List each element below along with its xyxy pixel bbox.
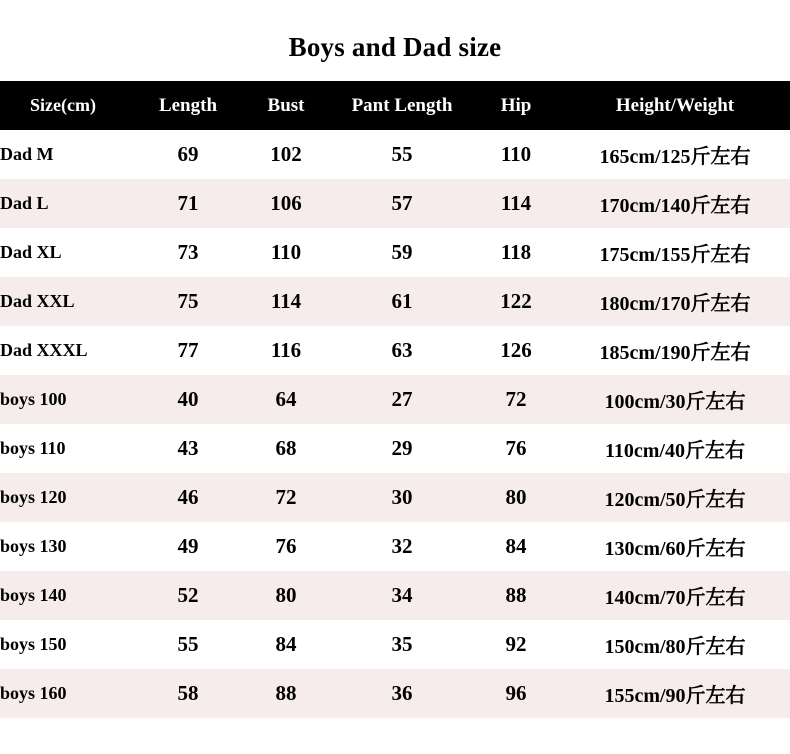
cell-pant-length: 34	[332, 571, 472, 620]
cell-size: boys 140	[0, 571, 136, 620]
cell-hip: 126	[472, 326, 560, 375]
table-row	[0, 571, 790, 620]
cell-pant-length: 55	[332, 130, 472, 179]
cell-height-weight: 180cm/170斤左右	[560, 277, 790, 326]
table-row	[0, 130, 790, 179]
cell-bust: 76	[240, 522, 332, 571]
cell-pant-length: 36	[332, 669, 472, 718]
cell-pant-length: 27	[332, 375, 472, 424]
page-title: Boys and Dad size	[288, 32, 502, 62]
cell-pant-length: 35	[332, 620, 472, 669]
cell-length: 58	[136, 669, 240, 718]
cell-height-weight: 110cm/40斤左右	[560, 424, 790, 473]
cell-hip: 76	[472, 424, 560, 473]
table-row	[0, 277, 790, 326]
cell-length: 75	[136, 277, 240, 326]
cell-hip: 110	[472, 130, 560, 179]
cell-size: boys 150	[0, 620, 136, 669]
cell-bust: 68	[240, 424, 332, 473]
cell-size: boys 120	[0, 473, 136, 522]
cell-size: Dad L	[0, 179, 136, 228]
cell-height-weight: 130cm/60斤左右	[560, 522, 790, 571]
cell-length: 73	[136, 228, 240, 277]
cell-height-weight: 185cm/190斤左右	[560, 326, 790, 375]
cell-hip: 114	[472, 179, 560, 228]
cell-height-weight: 100cm/30斤左右	[560, 375, 790, 424]
cell-bust: 102	[240, 130, 332, 179]
cell-size: boys 110	[0, 424, 136, 473]
cell-hip: 118	[472, 228, 560, 277]
cell-length: 43	[136, 424, 240, 473]
cell-size: boys 160	[0, 669, 136, 718]
cell-size: boys 100	[0, 375, 136, 424]
cell-size: Dad XXXL	[0, 326, 136, 375]
table-row	[0, 424, 790, 473]
cell-length: 71	[136, 179, 240, 228]
cell-bust: 88	[240, 669, 332, 718]
cell-length: 40	[136, 375, 240, 424]
column-header-size: Size(cm)	[0, 81, 136, 130]
cell-size: boys 130	[0, 522, 136, 571]
cell-hip: 96	[472, 669, 560, 718]
cell-pant-length: 29	[332, 424, 472, 473]
cell-length: 52	[136, 571, 240, 620]
cell-bust: 72	[240, 473, 332, 522]
cell-length: 55	[136, 620, 240, 669]
table-row	[0, 669, 790, 718]
column-header-length: Length	[136, 81, 240, 130]
cell-length: 46	[136, 473, 240, 522]
cell-bust: 106	[240, 179, 332, 228]
cell-height-weight: 170cm/140斤左右	[560, 179, 790, 228]
cell-length: 77	[136, 326, 240, 375]
table-row	[0, 375, 790, 424]
cell-pant-length: 57	[332, 179, 472, 228]
cell-hip: 92	[472, 620, 560, 669]
cell-height-weight: 140cm/70斤左右	[560, 571, 790, 620]
cell-hip: 72	[472, 375, 560, 424]
cell-length: 49	[136, 522, 240, 571]
table-row	[0, 473, 790, 522]
cell-pant-length: 61	[332, 277, 472, 326]
cell-hip: 88	[472, 571, 560, 620]
cell-size: Dad M	[0, 130, 136, 179]
size-table-container	[0, 81, 790, 718]
table-row	[0, 179, 790, 228]
cell-hip: 84	[472, 522, 560, 571]
table-header-row	[0, 81, 790, 130]
cell-pant-length: 63	[332, 326, 472, 375]
cell-pant-length: 32	[332, 522, 472, 571]
cell-height-weight: 175cm/155斤左右	[560, 228, 790, 277]
cell-hip: 122	[472, 277, 560, 326]
table-row	[0, 228, 790, 277]
cell-size: Dad XXL	[0, 277, 136, 326]
cell-hip: 80	[472, 473, 560, 522]
cell-size: Dad XL	[0, 228, 136, 277]
size-table	[0, 81, 790, 718]
table-row	[0, 522, 790, 571]
cell-height-weight: 155cm/90斤左右	[560, 669, 790, 718]
cell-bust: 116	[240, 326, 332, 375]
cell-pant-length: 59	[332, 228, 472, 277]
cell-height-weight: 150cm/80斤左右	[560, 620, 790, 669]
column-header-height-weight: Height/Weight	[560, 81, 790, 130]
cell-pant-length: 30	[332, 473, 472, 522]
cell-bust: 110	[240, 228, 332, 277]
column-header-pant-length: Pant Length	[332, 81, 472, 130]
cell-height-weight: 120cm/50斤左右	[560, 473, 790, 522]
column-header-hip: Hip	[472, 81, 560, 130]
table-header	[0, 81, 790, 130]
cell-length: 69	[136, 130, 240, 179]
table-body	[0, 130, 790, 718]
cell-height-weight: 165cm/125斤左右	[560, 130, 790, 179]
cell-bust: 84	[240, 620, 332, 669]
cell-bust: 114	[240, 277, 332, 326]
cell-bust: 64	[240, 375, 332, 424]
column-header-bust: Bust	[240, 81, 332, 130]
table-row	[0, 620, 790, 669]
table-row	[0, 326, 790, 375]
cell-bust: 80	[240, 571, 332, 620]
